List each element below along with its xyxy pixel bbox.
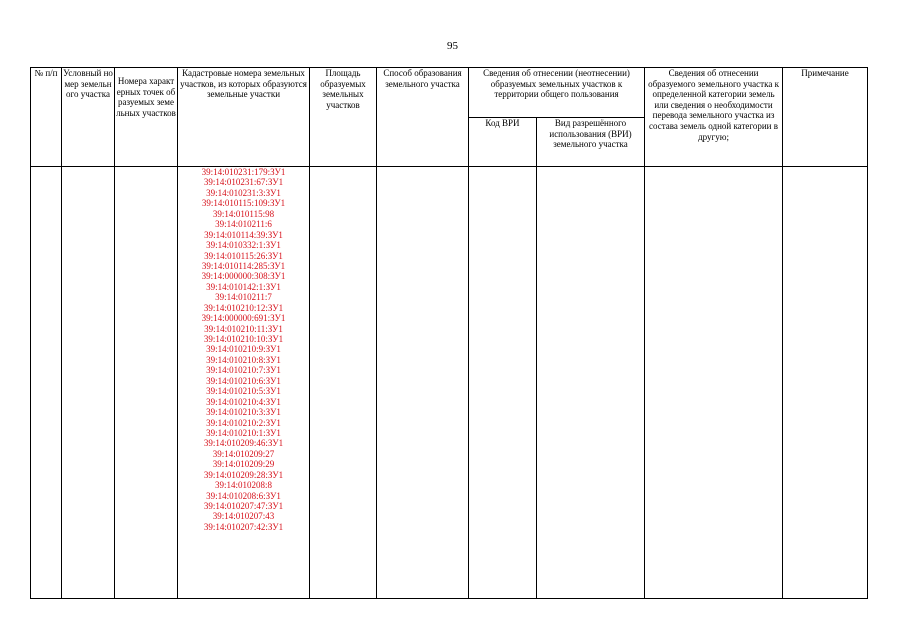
cell-cadastral-numbers [178, 167, 310, 599]
cadastral-number: 39:14:010210:6:ЗУ1 [206, 375, 281, 386]
cadastral-number: 39:14:010115:26:ЗУ1 [204, 250, 283, 261]
cadastral-number: 39:14:010210:3:ЗУ1 [206, 407, 281, 418]
header-vri-code: Код ВРИ [469, 118, 537, 167]
cell-vri-type [537, 167, 645, 599]
cell-cond-num [62, 167, 115, 599]
header-points: Номера характерных точек образуемых земельных участков [115, 68, 178, 167]
cadastral-number: 39:14:010231:67:ЗУ1 [203, 177, 284, 188]
cadastral-number: 39:14:010210:11:ЗУ1 [204, 323, 283, 334]
cadastral-number: 39:14:010114:285:ЗУ1 [201, 260, 286, 271]
cell-note [783, 167, 868, 599]
cadastral-number: 39:14:010209:27 [212, 448, 275, 459]
cell-method [377, 167, 469, 599]
table-row [31, 167, 868, 599]
header-vri-type: Вид разрешённого использования (ВРИ) земельного участка [537, 118, 645, 167]
cadastral-number: 39:14:010211:7 [215, 292, 272, 303]
cadastral-number: 39:14:010115:98 [212, 208, 275, 219]
cadastral-number: 39:14:010207:42:ЗУ1 [203, 521, 284, 532]
cadastral-number: 39:14:000000:308:ЗУ1 [201, 271, 286, 282]
cadastral-number: 39:14:010210:9:ЗУ1 [206, 344, 281, 355]
header-cadastral: Кадастровые номера земельных участков, из которых образуются земельные участки [178, 68, 310, 167]
header-note: Примечание [783, 68, 868, 167]
cadastral-number: 39:14:010208:6:ЗУ1 [206, 490, 281, 501]
cadastral-number: 39:14:010142:1:ЗУ1 [206, 281, 281, 292]
cadastral-number: 39:14:010332:1:ЗУ1 [206, 240, 281, 251]
cadastral-number: 39:14:010210:1:ЗУ1 [206, 427, 281, 438]
cadastral-number: 39:14:010210:10:ЗУ1 [203, 334, 284, 344]
cadastral-number: 39:14:010231:3:ЗУ1 [206, 187, 281, 198]
cadastral-number: 39:14:010211:6 [215, 219, 272, 230]
cadastral-number: 39:14:010207:43 [212, 511, 275, 522]
cadastral-number: 39:14:010210:4:ЗУ1 [206, 396, 281, 407]
cadastral-number: 39:14:010210:8:ЗУ1 [206, 354, 281, 365]
cadastral-number: 39:14:010210:12:ЗУ1 [203, 302, 284, 313]
cadastral-number: 39:14:010210:7:ЗУ1 [206, 365, 281, 376]
header-public-use: Сведения об отнесении (неотнесении) образуемых земельных участков к территории общего пользования [469, 68, 645, 118]
land-plots-table [30, 67, 868, 599]
header-method: Способ образования земельного участка [377, 68, 469, 167]
cell-vri-code [469, 167, 537, 599]
cell-area [310, 167, 377, 599]
page-number: 95 [447, 40, 458, 52]
header-num: № п/п [31, 68, 62, 167]
cadastral-number: 39:14:010209:29 [212, 459, 275, 470]
cadastral-number: 39:14:010209:46:ЗУ1 [203, 438, 284, 449]
cadastral-number: 39:14:010210:5:ЗУ1 [206, 386, 281, 397]
cadastral-number: 39:14:010231:179:ЗУ1 [201, 167, 286, 177]
header-area: Площадь образуемых земельных участков [310, 68, 377, 167]
cell-num [31, 167, 62, 599]
cell-category [645, 167, 783, 599]
cadastral-number: 39:14:010207:47:ЗУ1 [203, 501, 284, 511]
cadastral-number: 39:14:010114:39:ЗУ1 [204, 229, 283, 240]
header-cond-num: Условный номер земельного участка [62, 68, 115, 167]
cadastral-number: 39:14:010115:109:ЗУ1 [201, 198, 286, 209]
cadastral-number: 39:14:000000:691:ЗУ1 [201, 313, 286, 324]
cell-points [115, 167, 178, 599]
cadastral-number: 39:14:010209:28:ЗУ1 [203, 469, 284, 480]
header-category: Сведения об отнесении образуемого земельного участка к определенной категории земель или сведения о необходимости перевода земельного участка из состава земель одной категории в другую; [645, 68, 783, 167]
cadastral-number: 39:14:010208:8 [214, 480, 272, 491]
cadastral-number: 39:14:010210:2:ЗУ1 [206, 417, 281, 428]
